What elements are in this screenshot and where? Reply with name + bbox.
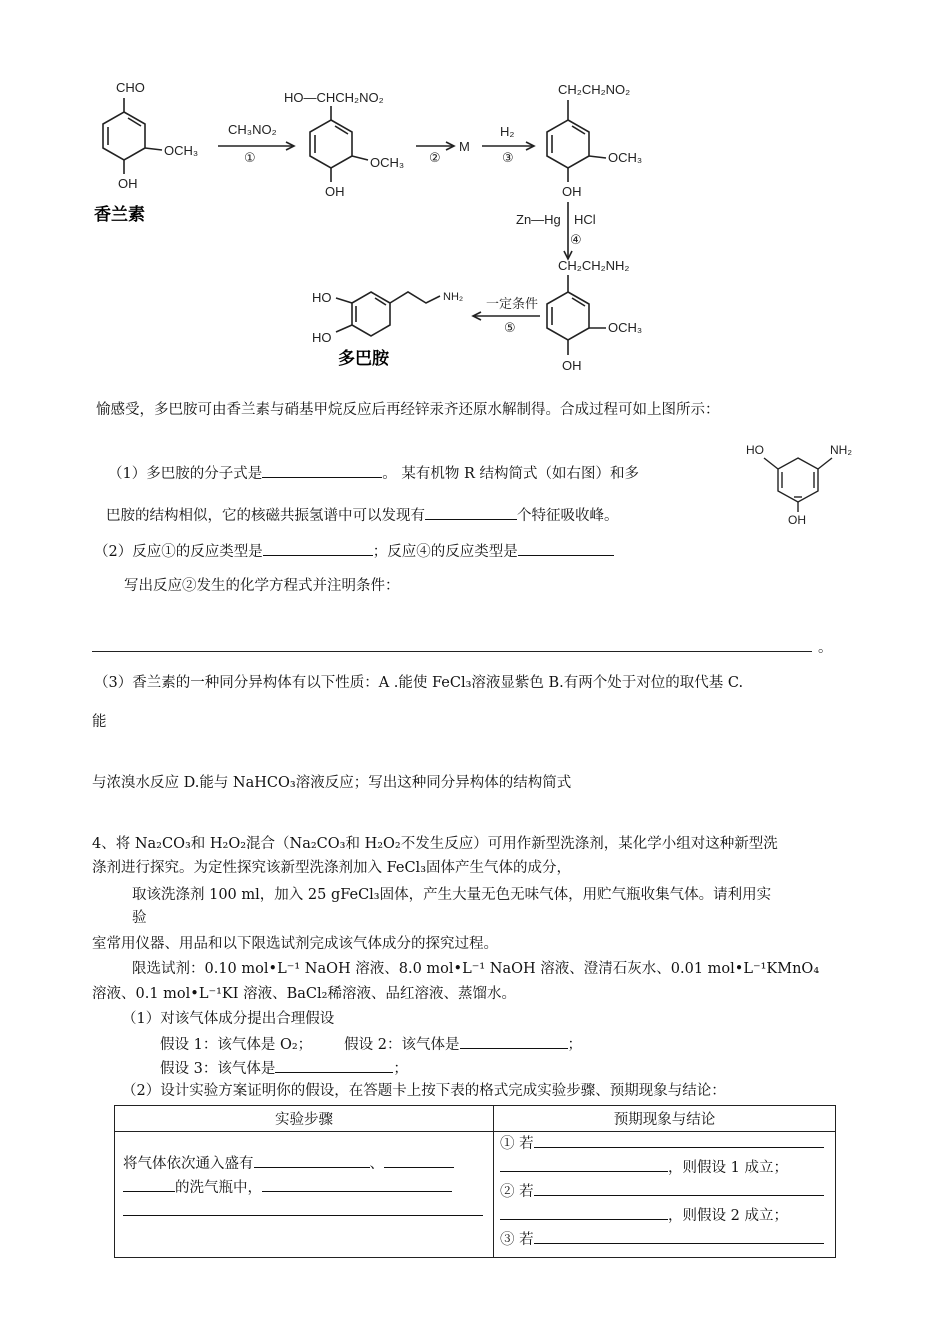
step4-number: ④ [570, 232, 582, 247]
intermediate3-oh: OH [562, 358, 582, 373]
q4-line7: 溶液、0.1 mol•L⁻¹KI 溶液、BaCl₂稀溶液、品红溶液、蒸馏水。 [92, 986, 516, 1002]
steps-line3 [115, 1200, 493, 1224]
r-ho: HO [746, 443, 764, 457]
results-line2 [494, 1156, 835, 1180]
hypothesis-1: 假设 1：该气体是 O₂； [160, 1037, 313, 1053]
q4-line1: 4、将 Na₂CO₃和 H₂O₂混合（Na₂CO₃和 H₂O₂不发生反应）可用作新型洗涤剂，某化学小组对这种新型洗 [92, 836, 778, 852]
molecular-formula-blank[interactable] [262, 462, 382, 478]
intermediate2-top: CH₂CH₂NO₂ [558, 82, 631, 97]
results-cell [494, 1132, 836, 1258]
step5-number: ⑤ [504, 320, 516, 335]
reagent3-blank[interactable] [123, 1176, 175, 1192]
col-header-steps: 实验步骤 [115, 1106, 494, 1132]
reagent1-blank[interactable] [254, 1152, 370, 1168]
reaction4-type-blank[interactable] [518, 540, 614, 556]
result-if-2: ② 若 [500, 1184, 534, 1200]
step4-hcl: HCl [574, 212, 596, 227]
hypothesis-3-end: ； [393, 1061, 408, 1077]
hypothesis-2-blank[interactable] [460, 1033, 568, 1049]
result2-blank-b[interactable] [500, 1204, 668, 1220]
col-header-results: 预期现象与结论 [494, 1106, 836, 1132]
steps-separator: 、 [369, 1156, 384, 1172]
step1-reagent: CH₃NO₂ [228, 122, 277, 137]
compound-r-structure [738, 436, 868, 526]
nmr-peaks-blank[interactable] [425, 504, 517, 520]
hypothesis-2-end: ； [567, 1037, 582, 1053]
results-line4 [494, 1204, 835, 1228]
q3-p1-text-b: 。 某有机物 R 结构简式（如右图）和多 [382, 466, 639, 482]
intermediate1-oh: OH [325, 184, 345, 199]
q3-part1-line2 [106, 504, 619, 526]
steps-blank-a[interactable] [262, 1176, 452, 1192]
reagent2-blank[interactable] [384, 1152, 454, 1168]
step4-reagent: Zn—Hg [516, 212, 561, 227]
q3-p1-text-d: 个特征吸收峰。 [517, 508, 619, 524]
result3-blank[interactable] [534, 1228, 824, 1244]
equation-end-mark: 。 [818, 640, 833, 656]
q3-p2-text-b: ；反应④的反应类型是 [372, 544, 518, 560]
vanillin-och3: OCH₃ [164, 143, 199, 158]
q4-line2: 涤剂进行探究。为定性探究该新型洗涤剂加入 FeCl₃固体产生气体的成分， [92, 860, 571, 876]
hypothesis-2-label: 假设 2：该气体是 [344, 1037, 460, 1053]
q3-p2-text-a: （2）反应①的反应类型是 [94, 544, 263, 560]
results-line3 [494, 1180, 835, 1204]
vanillin-oh: OH [118, 176, 138, 191]
intermediate3-ring [547, 292, 589, 340]
q4-line3: 取该洗涤剂 100 ml，加入 25 gFeCl₃固体，产生大量无色无味气体，用贮气瓶收集气体。请利用实 [132, 887, 772, 903]
hypothesis-row1 [160, 1033, 582, 1055]
equation-answer-line[interactable] [92, 651, 812, 652]
r-nh2: NH₂ [830, 443, 852, 457]
dopamine-ho-bottom: HO [312, 330, 332, 345]
result2-blank[interactable] [534, 1180, 824, 1196]
m-label: M [459, 139, 470, 154]
step5-reagent: 一定条件 [486, 296, 539, 311]
q3-intro: 愉感受，多巴胺可由香兰素与硝基甲烷反应后再经锌汞齐还原水解制得。合成过程可如上图所示： [96, 402, 720, 418]
intermediate2-oh: OH [562, 184, 582, 199]
r-oh: OH [788, 513, 806, 526]
q3-part2-line1 [94, 540, 614, 562]
q3-part3-line3: 与浓溴水反应 D.能与 NaHCO₃溶液反应；写出这种同分异构体的结构简式 [92, 775, 572, 791]
intermediate2-ring [547, 120, 589, 168]
result-if-1: ① 若 [500, 1136, 534, 1152]
q3-part3-line2: 能 [92, 714, 107, 730]
result-conclusion-1: ，则假设 1 成立； [668, 1160, 788, 1176]
q4-line8: （1）对该气体成分提出合理假设 [122, 1011, 335, 1027]
q3-part2-line2: 写出反应②发生的化学方程式并注明条件： [124, 578, 400, 594]
intermediate3-top: CH₂CH₂NH₂ [558, 258, 630, 273]
dopamine-label: 多巴胺 [338, 349, 389, 369]
step3-reagent: H₂ [500, 124, 515, 139]
intermediate2-och3: OCH₃ [608, 150, 643, 165]
hypothesis-3-blank[interactable] [275, 1057, 393, 1073]
steps-blank-b[interactable] [123, 1200, 483, 1216]
step1-number: ① [244, 150, 256, 165]
intermediate1-top: HO—CHCH₂NO₂ [284, 90, 384, 105]
steps-text1: 将气体依次通入盛有 [123, 1156, 254, 1172]
result-if-3: ③ 若 [500, 1232, 534, 1248]
results-line1 [494, 1132, 835, 1156]
q4-line4: 验 [132, 910, 147, 926]
steps-line1 [115, 1152, 493, 1176]
steps-cell [115, 1132, 494, 1258]
q3-part3-line1: （3）香兰素的一种同分异构体有以下性质：A .能使 FeCl₃溶液显紫色 B.有两个处于对位的取代基 C. [94, 675, 744, 691]
steps-text2: 的洗气瓶中， [175, 1180, 262, 1196]
results-line5 [494, 1228, 835, 1252]
q4-line6: 限选试剂：0.10 mol•L⁻¹ NaOH 溶液、8.0 mol•L⁻¹ NaOH 溶液、澄清石灰水、0.01 mol•L⁻¹KMnO₄ [132, 961, 820, 977]
vanillin-cho: CHO [116, 80, 145, 95]
steps-line2 [115, 1176, 493, 1200]
q3-p1-text-c: 巴胺的结构相似，它的核磁共振氢谱中可以发现有 [106, 508, 425, 524]
dopamine-nh2: NH₂ [443, 291, 464, 303]
hypothesis-row2 [160, 1057, 408, 1079]
q4-line9: （2）设计实验方案证明你的假设，在答题卡上按下表的格式完成实验步骤、预期现象与结论： [122, 1083, 726, 1099]
table-header-row [115, 1106, 836, 1132]
result1-blank-b[interactable] [500, 1156, 668, 1172]
result1-blank[interactable] [534, 1132, 824, 1148]
step3-number: ③ [502, 150, 514, 165]
vanillin-label: 香兰素 [94, 205, 145, 225]
hypothesis-3-label: 假设 3：该气体是 [160, 1061, 276, 1077]
vanillin-ring [103, 112, 145, 160]
q3-part1-line1 [108, 462, 639, 484]
q4-line5: 室常用仪器、用品和以下限选试剂完成该气体成分的探究过程。 [92, 936, 498, 952]
intermediate1-ring [310, 120, 352, 168]
intermediate1-och3: OCH₃ [370, 155, 405, 170]
q3-p1-text-a: （1）多巴胺的分子式是 [108, 466, 263, 482]
step2-number: ② [429, 150, 441, 165]
reaction1-type-blank[interactable] [263, 540, 373, 556]
dopamine-ring [352, 292, 390, 336]
experiment-table [114, 1105, 836, 1258]
intermediate3-och3: OCH₃ [608, 320, 643, 335]
synthesis-scheme [88, 70, 678, 390]
result-conclusion-2: ，则假设 2 成立； [668, 1208, 788, 1224]
table-row [115, 1132, 836, 1258]
dopamine-ho-top: HO [312, 290, 332, 305]
